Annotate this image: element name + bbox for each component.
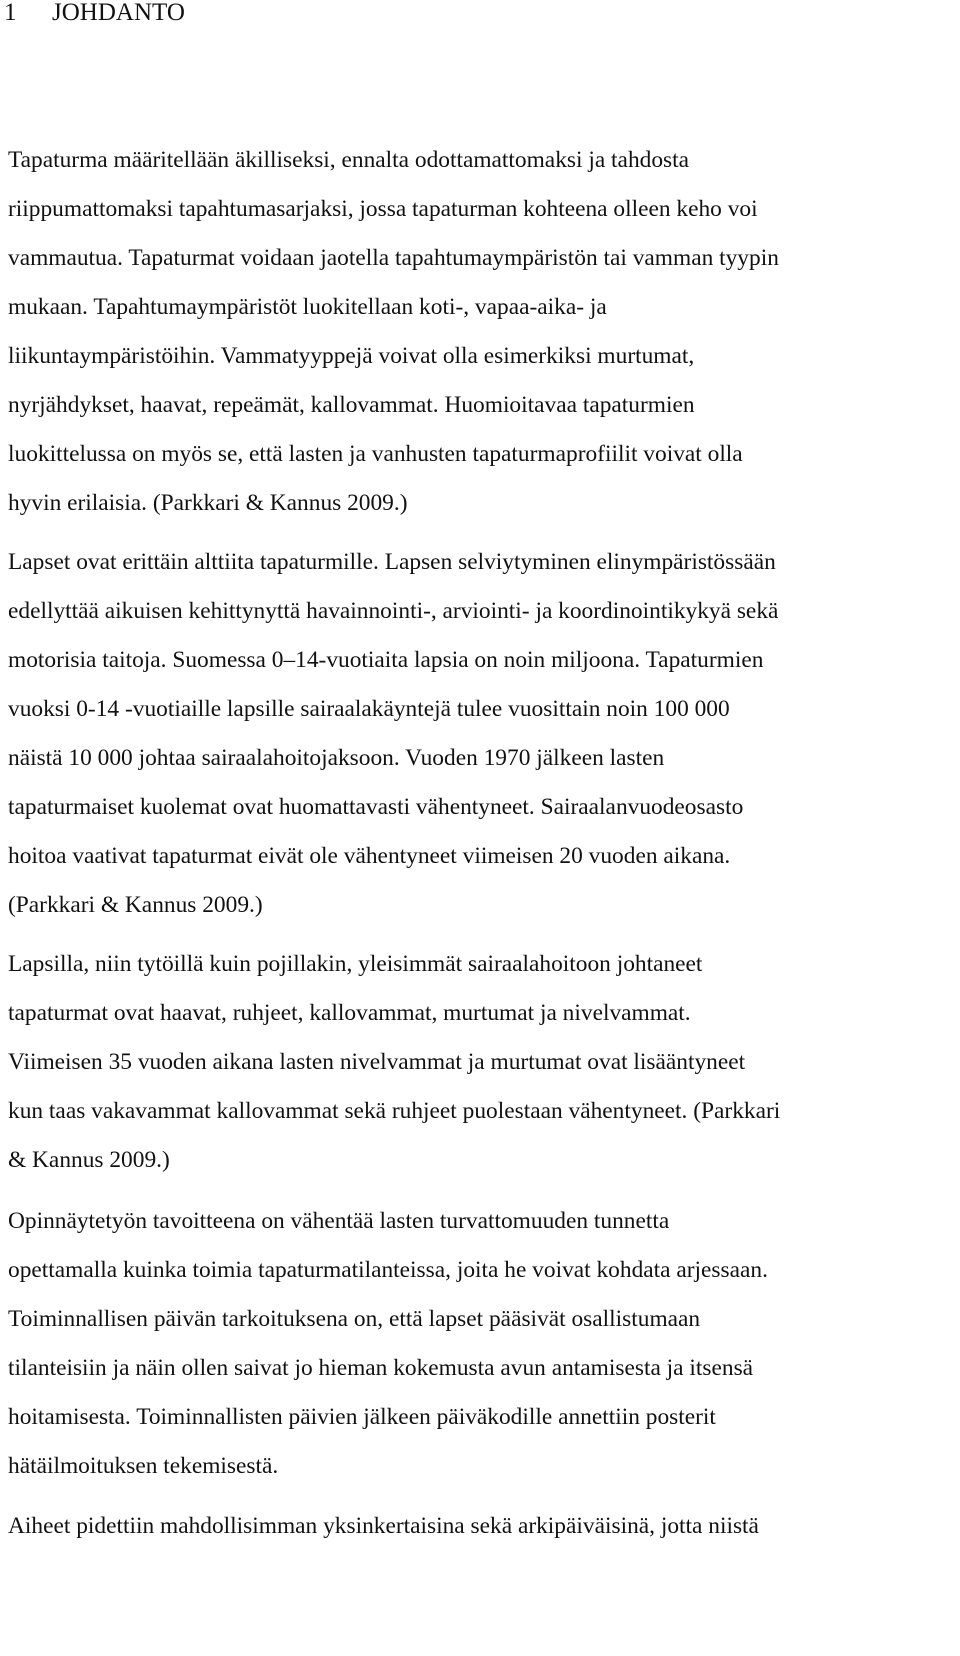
text-line: (Parkkari & Kannus 2009.) [8, 892, 263, 918]
chapter-title: JOHDANTO [52, 0, 185, 26]
text-line: hätäilmoituksen tekemisestä. [8, 1453, 279, 1479]
text-line: Viimeisen 35 vuoden aikana lasten nivelvammat ja murtumat ovat lisääntyneet [8, 1049, 746, 1075]
text-line: kun taas vakavammat kallovammat sekä ruhjeet puolestaan vähentyneet. (Parkkari [8, 1098, 781, 1124]
text-line: liikuntaympäristöihin. Vammatyyppejä voivat olla esimerkiksi murtumat, [8, 343, 695, 369]
text-line: & Kannus 2009.) [8, 1147, 170, 1173]
text-line: Lapsilla, niin tytöillä kuin pojillakin, yleisimmät sairaalahoitoon johtaneet [8, 951, 703, 977]
text-line: Lapset ovat erittäin alttiita tapaturmille. Lapsen selviytyminen elinympäristössään [8, 549, 776, 575]
text-line: hoitoa vaativat tapaturmat eivät ole vähentyneet viimeisen 20 vuoden aikana. [8, 843, 731, 869]
text-line: motorisia taitoja. Suomessa 0–14-vuotiaita lapsia on noin miljoona. Tapaturmien [8, 647, 764, 673]
text-line: Opinnäytetyön tavoitteena on vähentää lasten turvattomuuden tunnetta [8, 1208, 670, 1234]
chapter-number: 1 [4, 0, 17, 26]
text-line: nyrjähdykset, haavat, repeämät, kallovammat. Huomioitavaa tapaturmien [8, 392, 695, 418]
text-line: tapaturmaiset kuolemat ovat huomattavasti vähentyneet. Sairaalanvuodeosasto [8, 794, 744, 820]
text-line: riippumattomaksi tapahtumasarjaksi, jossa tapaturman kohteena olleen keho voi [8, 196, 758, 222]
text-line: mukaan. Tapahtumaympäristöt luokitellaan koti-, vapaa-aika- ja [8, 294, 607, 320]
paragraph-thesis-goal [8, 1197, 958, 1491]
text-line: hyvin erilaisia. (Parkkari & Kannus 2009.) [8, 490, 408, 516]
paragraph-topics [8, 1502, 958, 1551]
paragraph-definition [8, 136, 958, 528]
text-line: hoitamisesta. Toiminnallisten päivien jälkeen päiväkodille annettiin posterit [8, 1404, 716, 1430]
text-line: näistä 10 000 johtaa sairaalahoitojaksoon. Vuoden 1970 jälkeen lasten [8, 745, 665, 771]
text-line: luokittelussa on myös se, että lasten ja vanhusten tapaturmaprofiilit voivat olla [8, 441, 743, 467]
text-line: Aiheet pidettiin mahdollisimman yksinkertaisina sekä arkipäiväisinä, jotta niistä [8, 1513, 759, 1539]
text-line: Toiminnallisen päivän tarkoituksena on, että lapset pääsivät osallistumaan [8, 1306, 701, 1332]
text-line: tilanteisiin ja näin ollen saivat jo hieman kokemusta avun antamisesta ja itsensä [8, 1355, 754, 1381]
text-line: Tapaturma määritellään äkilliseksi, ennalta odottamattomaksi ja tahdosta [8, 147, 690, 173]
text-line: vuoksi 0-14 -vuotiaille lapsille sairaalakäyntejä tulee vuosittain noin 100 000 [8, 696, 730, 722]
paragraph-injury-types [8, 940, 958, 1185]
paragraph-children-accidents [8, 538, 958, 930]
text-line: vammautua. Tapaturmat voidaan jaotella tapahtumaympäristön tai vamman tyypin [8, 245, 779, 271]
chapter-heading [4, 0, 185, 28]
text-line: opettamalla kuinka toimia tapaturmatilanteissa, joita he voivat kohdata arjessaan. [8, 1257, 768, 1283]
text-line: tapaturmat ovat haavat, ruhjeet, kallovammat, murtumat ja nivelvammat. [8, 1000, 691, 1026]
text-line: edellyttää aikuisen kehittynyttä havainnointi-, arviointi- ja koordinointikykyä sekä [8, 598, 779, 624]
